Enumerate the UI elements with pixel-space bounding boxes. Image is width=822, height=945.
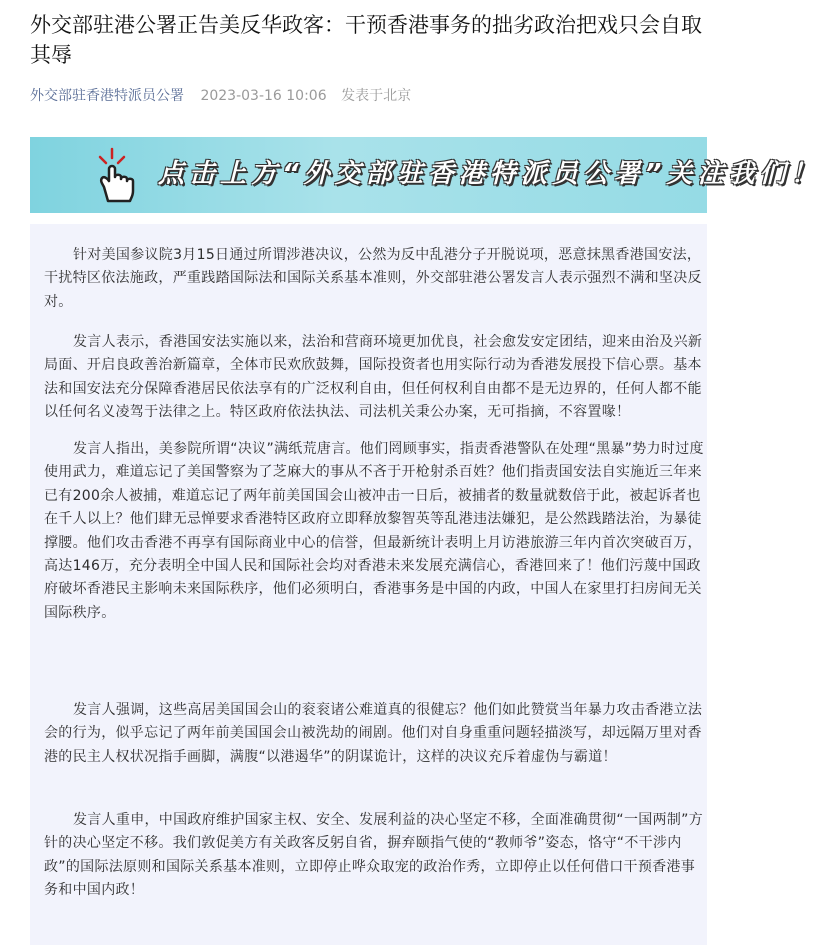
publish-location: 发表于北京 [341,88,412,104]
article-paragraph: 针对美国参议院3月15日通过所谓涉港决议，公然为反中乱港分子开脱说项，恶意抹黑香港国安法，干扰特区依法施政，严重践踏国际法和国际关系基本准则，外交部驻港公署发言人表示强烈不满和坚决反对。 [44,247,702,310]
publish-date: 2023-03-16 10:06 [200,88,327,104]
article-meta [30,86,411,106]
article-paragraph: 发言人指出，美参院所谓“决议”满纸荒唐言。他们罔顾事实，指责香港警队在处理“黑暴”势力时过度使用武力，难道忘记了美国警察为了芝麻大的事从不吝于开枪射杀百姓？他们指责国安法自实施近三年来已有200余人被捕，难道忘记了两年前美国国会山被冲击一日后，被捕者的数量就数倍于此，被起诉者也在千人以上？他们肆无忌惮要求香港特区政府立即释放黎智英等乱港违法嫌犯，是公然践踏法治，为暴徒撑腰。他们攻击香港不再享有国际商业中心的信誉，但最新统计表明上月访港旅游三年内首次突破百万，高达146万，充分表明全中国人民和国际社会均对香港未来发展充满信心，香港回来了！他们污蔑中国政府破坏香港民主影响未来国际秩序，他们必须明白，香港事务是中国的内政，中国人在家里打扫房间无关国际秩序。 [44,441,704,621]
article-title: 外交部驻港公署正告美反华政客：干预香港事务的拙劣政治把戏只会自取其辱 [30,13,702,67]
article-paragraph: 发言人强调，这些高居美国国会山的衮衮诸公难道真的很健忘？他们如此赞赏当年暴力攻击香港立法会的行为，似乎忘记了两年前美国国会山被洗劫的闹剧。他们对自身重重问题轻描淡写，却远隔万里对香港的民主人权状况指手画脚，满腹“以港遏华”的阴谋诡计，这样的决议充斥着虚伪与霸道！ [44,702,703,765]
account-name-link[interactable]: 外交部驻香港特派员公署 [30,88,184,104]
follow-banner[interactable] [30,137,822,213]
article-paragraph: 发言人重申，中国政府维护国家主权、安全、发展利益的决心坚定不移，全面准确贯彻“一国两制”方针的决心坚定不移。我们敦促美方有关政客反躬自省，摒弃颐指气使的“教师爷”姿态，恪守“不干涉内政”的国际法原则和国际关系基本准则，立即停止哗众取宠的政治作秀，立即停止以任何借口干预香港事务和中国内政！ [44,812,704,899]
article-body [30,224,707,945]
banner-text: 点击上方“外交部驻香港特派员公署”关注我们！ [158,159,822,189]
pointing-hand-icon [88,143,148,209]
article-paragraph: 发言人表示，香港国安法实施以来，法治和营商环境更加优良，社会愈发安定团结，迎来由治及兴新局面、开启良政善治新篇章，全体市民欢欣鼓舞，国际投资者也用实际行动为香港发展投下信心票。基本法和国安法充分保障香港居民依法享有的广泛权利自由，但任何权利自由都不是无边界的，任何人都不能以任何名义凌驾于法律之上。特区政府依法执法、司法机关秉公办案，无可指摘，不容置喙！ [44,334,703,421]
